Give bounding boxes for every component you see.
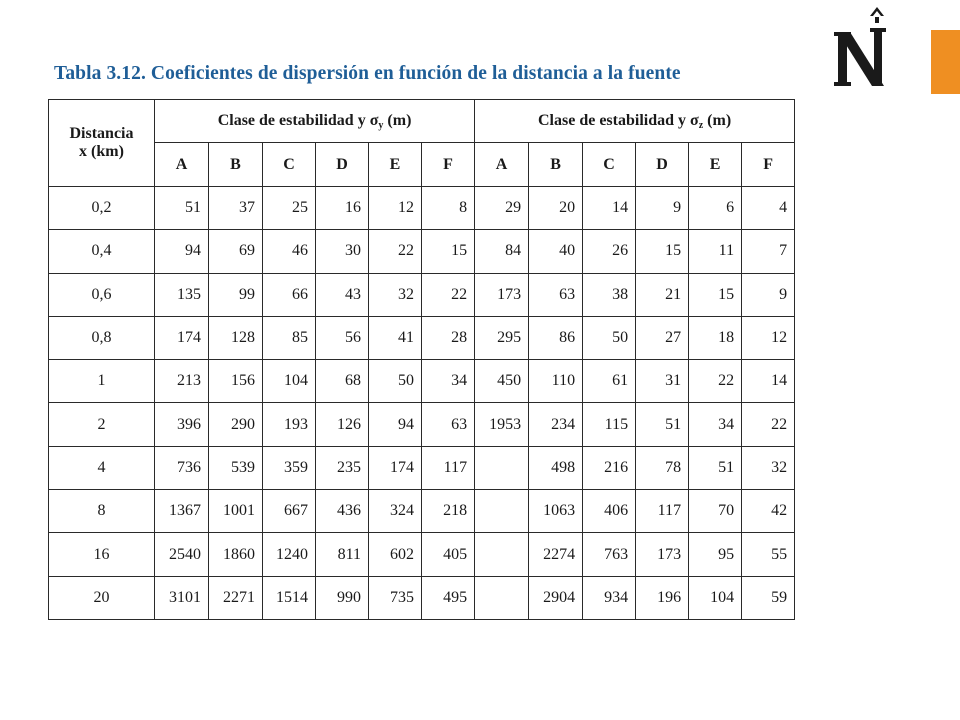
sigma-y-cell: 174 bbox=[369, 446, 422, 489]
sigma-y-cell: 43 bbox=[316, 273, 369, 316]
sigma-y-cell: 94 bbox=[155, 230, 209, 273]
sigma-y-cell: 37 bbox=[209, 187, 263, 230]
sigma-y-cell: 50 bbox=[369, 360, 422, 403]
sigma-z-cell: 31 bbox=[636, 360, 689, 403]
sigma-y-cell: 602 bbox=[369, 533, 422, 576]
sigma-y-cell: 15 bbox=[422, 230, 475, 273]
sigma-y-cell: 85 bbox=[263, 316, 316, 359]
distance-cell: 1 bbox=[49, 360, 155, 403]
sigma-y-cell: 22 bbox=[369, 230, 422, 273]
sigma-y-cell: 34 bbox=[422, 360, 475, 403]
sigma-z-cell: 12 bbox=[742, 316, 795, 359]
sigma-y-cell: 117 bbox=[422, 446, 475, 489]
sigma-y-cell: 104 bbox=[263, 360, 316, 403]
distance-header-line2: x (km) bbox=[79, 143, 124, 160]
class-header-sy-b: B bbox=[209, 143, 263, 187]
sigma-y-cell: 174 bbox=[155, 316, 209, 359]
sigma-z-cell: 6 bbox=[689, 187, 742, 230]
table-row bbox=[49, 446, 795, 489]
sigma-z-cell: 450 bbox=[475, 360, 529, 403]
sigma-z-cell: 115 bbox=[583, 403, 636, 446]
sigma-y-cell: 8 bbox=[422, 187, 475, 230]
sigma-y-cell: 736 bbox=[155, 446, 209, 489]
table-row bbox=[49, 403, 795, 446]
table-row bbox=[49, 316, 795, 359]
class-header-sy-f: F bbox=[422, 143, 475, 187]
sigma-z-cell: 110 bbox=[529, 360, 583, 403]
sigma-z-cell: 173 bbox=[475, 273, 529, 316]
logo-n-icon bbox=[834, 4, 896, 96]
sigma-z-cell bbox=[475, 576, 529, 619]
sigma-y-cell: 359 bbox=[263, 446, 316, 489]
sigma-z-cell: 50 bbox=[583, 316, 636, 359]
sigma-y-cell: 990 bbox=[316, 576, 369, 619]
class-header-sy-d: D bbox=[316, 143, 369, 187]
sigma-z-cell: 42 bbox=[742, 490, 795, 533]
sigma-z-cell: 934 bbox=[583, 576, 636, 619]
sigma-z-cell: 34 bbox=[689, 403, 742, 446]
distance-cell: 0,6 bbox=[49, 273, 155, 316]
sigma-z-cell: 51 bbox=[636, 403, 689, 446]
sigma-z-cell: 86 bbox=[529, 316, 583, 359]
sigma-z-cell: 173 bbox=[636, 533, 689, 576]
sigma-z-cell: 63 bbox=[529, 273, 583, 316]
sigma-y-cell: 1240 bbox=[263, 533, 316, 576]
table-row bbox=[49, 576, 795, 619]
sigma-y-cell: 56 bbox=[316, 316, 369, 359]
sigma-y-cell: 12 bbox=[369, 187, 422, 230]
sigma-y-cell: 811 bbox=[316, 533, 369, 576]
sigma-y-cell: 32 bbox=[369, 273, 422, 316]
sigma-z-cell: 84 bbox=[475, 230, 529, 273]
sigma-y-cell: 99 bbox=[209, 273, 263, 316]
sigma-z-cell: 234 bbox=[529, 403, 583, 446]
sigma-z-cell: 70 bbox=[689, 490, 742, 533]
sigma-y-cell: 1860 bbox=[209, 533, 263, 576]
sigma-z-group-header: Clase de estabilidad y $\sigma_z$ (m) bbox=[475, 100, 795, 143]
table-row bbox=[49, 273, 795, 316]
sigma-z-cell: 1953 bbox=[475, 403, 529, 446]
sigma-y-cell: 66 bbox=[263, 273, 316, 316]
sigma-z-cell: 2274 bbox=[529, 533, 583, 576]
sigma-y-group-header: Clase de estabilidad y $\sigma_y$ (m) bbox=[155, 100, 475, 143]
sigma-y-cell: 735 bbox=[369, 576, 422, 619]
sigma-y-cell: 1001 bbox=[209, 490, 263, 533]
sigma-y-cell: 41 bbox=[369, 316, 422, 359]
sigma-y-cell: 539 bbox=[209, 446, 263, 489]
sigma-z-cell: 11 bbox=[689, 230, 742, 273]
sigma-z-cell bbox=[475, 446, 529, 489]
sigma-y-cell: 28 bbox=[422, 316, 475, 359]
logo-accent-bar bbox=[931, 30, 960, 94]
sigma-y-cell: 193 bbox=[263, 403, 316, 446]
sigma-y-cell: 46 bbox=[263, 230, 316, 273]
class-header-sy-c: C bbox=[263, 143, 316, 187]
sigma-z-cell: 2904 bbox=[529, 576, 583, 619]
sigma-y-cell: 128 bbox=[209, 316, 263, 359]
sigma-z-cell: 196 bbox=[636, 576, 689, 619]
class-header-sz-e: E bbox=[689, 143, 742, 187]
sigma-y-cell: 1514 bbox=[263, 576, 316, 619]
sigma-y-cell: 667 bbox=[263, 490, 316, 533]
sigma-z-cell: 21 bbox=[636, 273, 689, 316]
sigma-z-cell: 59 bbox=[742, 576, 795, 619]
distance-header bbox=[49, 100, 155, 187]
class-header-sz-f: F bbox=[742, 143, 795, 187]
sigma-y-cell: 290 bbox=[209, 403, 263, 446]
sigma-z-cell: 9 bbox=[636, 187, 689, 230]
sigma-z-cell: 18 bbox=[689, 316, 742, 359]
sigma-y-cell: 213 bbox=[155, 360, 209, 403]
sigma-z-cell: 22 bbox=[742, 403, 795, 446]
sigma-y-cell: 324 bbox=[369, 490, 422, 533]
sigma-z-cell: 26 bbox=[583, 230, 636, 273]
sigma-z-cell bbox=[475, 490, 529, 533]
table-row bbox=[49, 360, 795, 403]
sigma-z-cell: 4 bbox=[742, 187, 795, 230]
class-header-sz-d: D bbox=[636, 143, 689, 187]
sigma-y-cell: 2540 bbox=[155, 533, 209, 576]
sigma-z-cell: 1063 bbox=[529, 490, 583, 533]
distance-cell: 0,4 bbox=[49, 230, 155, 273]
sigma-y-cell: 495 bbox=[422, 576, 475, 619]
table-row bbox=[49, 490, 795, 533]
sigma-y-cell: 16 bbox=[316, 187, 369, 230]
sigma-z-cell: 95 bbox=[689, 533, 742, 576]
sigma-z-cell: 78 bbox=[636, 446, 689, 489]
sigma-z-cell bbox=[475, 533, 529, 576]
distance-cell: 8 bbox=[49, 490, 155, 533]
class-header-sz-a: A bbox=[475, 143, 529, 187]
sigma-z-cell: 61 bbox=[583, 360, 636, 403]
distance-cell: 20 bbox=[49, 576, 155, 619]
sigma-z-cell: 20 bbox=[529, 187, 583, 230]
sigma-z-cell: 14 bbox=[583, 187, 636, 230]
sigma-z-cell: 295 bbox=[475, 316, 529, 359]
sigma-z-cell: 15 bbox=[689, 273, 742, 316]
sigma-z-cell: 9 bbox=[742, 273, 795, 316]
sigma-z-cell: 406 bbox=[583, 490, 636, 533]
sigma-y-cell: 3101 bbox=[155, 576, 209, 619]
table-row bbox=[49, 187, 795, 230]
class-header-sy-e: E bbox=[369, 143, 422, 187]
distance-cell: 4 bbox=[49, 446, 155, 489]
table-row bbox=[49, 230, 795, 273]
table-body bbox=[49, 187, 795, 620]
table-title: Tabla 3.12. Coeficientes de dispersión en función de la distancia a la fuente bbox=[54, 63, 681, 84]
sigma-z-cell: 27 bbox=[636, 316, 689, 359]
sigma-z-cell: 104 bbox=[689, 576, 742, 619]
sigma-y-cell: 30 bbox=[316, 230, 369, 273]
class-header-sy-a: A bbox=[155, 143, 209, 187]
sigma-y-cell: 405 bbox=[422, 533, 475, 576]
sigma-z-cell: 32 bbox=[742, 446, 795, 489]
sigma-z-cell: 29 bbox=[475, 187, 529, 230]
sigma-z-cell: 763 bbox=[583, 533, 636, 576]
sigma-z-cell: 7 bbox=[742, 230, 795, 273]
class-header-sz-b: B bbox=[529, 143, 583, 187]
sigma-z-cell: 14 bbox=[742, 360, 795, 403]
sigma-y-cell: 156 bbox=[209, 360, 263, 403]
class-header-row bbox=[49, 143, 795, 187]
sigma-y-cell: 135 bbox=[155, 273, 209, 316]
dispersion-table bbox=[48, 99, 795, 620]
sigma-z-cell: 51 bbox=[689, 446, 742, 489]
distance-cell: 0,2 bbox=[49, 187, 155, 230]
sigma-z-cell: 22 bbox=[689, 360, 742, 403]
sigma-y-cell: 22 bbox=[422, 273, 475, 316]
distance-cell: 16 bbox=[49, 533, 155, 576]
sigma-y-cell: 25 bbox=[263, 187, 316, 230]
table-row bbox=[49, 533, 795, 576]
sigma-y-cell: 68 bbox=[316, 360, 369, 403]
sigma-y-cell: 218 bbox=[422, 490, 475, 533]
distance-cell: 2 bbox=[49, 403, 155, 446]
sigma-z-cell: 117 bbox=[636, 490, 689, 533]
sigma-y-cell: 69 bbox=[209, 230, 263, 273]
sigma-y-cell: 63 bbox=[422, 403, 475, 446]
sigma-z-cell: 15 bbox=[636, 230, 689, 273]
sigma-z-cell: 40 bbox=[529, 230, 583, 273]
sigma-y-cell: 235 bbox=[316, 446, 369, 489]
sigma-y-cell: 436 bbox=[316, 490, 369, 533]
sigma-z-cell: 216 bbox=[583, 446, 636, 489]
sigma-y-cell: 126 bbox=[316, 403, 369, 446]
class-header-sz-c: C bbox=[583, 143, 636, 187]
sigma-y-cell: 94 bbox=[369, 403, 422, 446]
sigma-z-cell: 38 bbox=[583, 273, 636, 316]
sigma-z-cell: 55 bbox=[742, 533, 795, 576]
sigma-z-cell: 498 bbox=[529, 446, 583, 489]
sigma-y-cell: 2271 bbox=[209, 576, 263, 619]
sigma-y-cell: 1367 bbox=[155, 490, 209, 533]
sigma-y-cell: 51 bbox=[155, 187, 209, 230]
distance-cell: 0,8 bbox=[49, 316, 155, 359]
distance-header-line1: Distancia bbox=[69, 125, 134, 142]
sigma-y-cell: 396 bbox=[155, 403, 209, 446]
